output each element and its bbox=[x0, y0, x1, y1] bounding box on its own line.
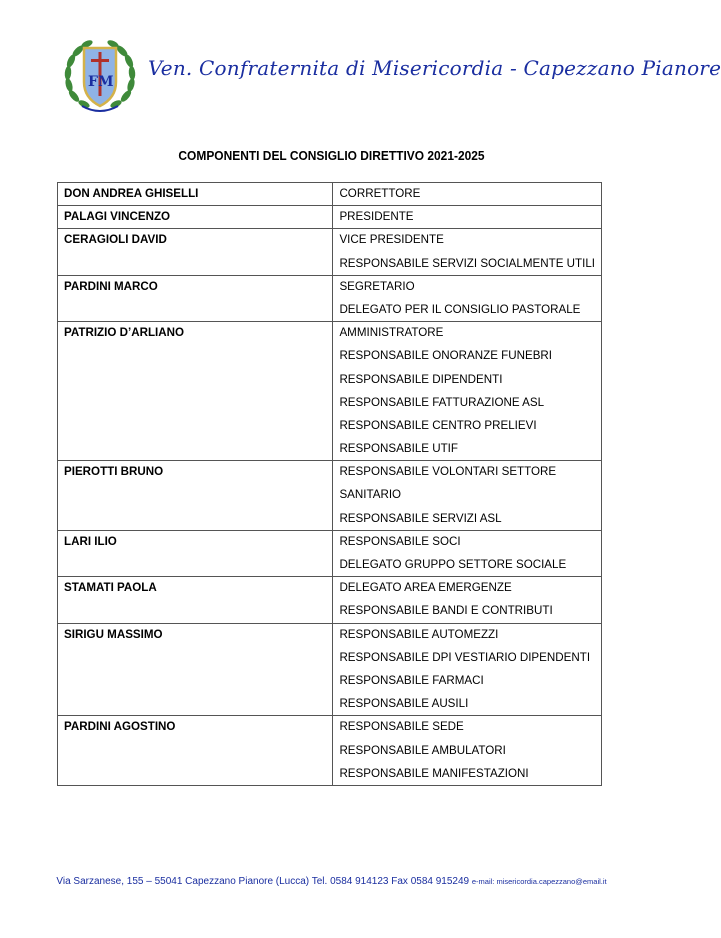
role-item: SANITARIO bbox=[339, 488, 402, 502]
council-table bbox=[57, 182, 602, 786]
footer-email: e-mail: misericordia.capezzano@email.it bbox=[471, 877, 607, 886]
footer-address: Via Sarzanese, 155 – 55041 Capezzano Pianore (Lucca) Tel. 0584 914123 Fax 0584 915249 bbox=[56, 876, 470, 887]
role-item: RESPONSABILE SERVIZI ASL bbox=[339, 511, 502, 525]
role-item: RESPONSABILE DIPENDENTI bbox=[339, 372, 503, 386]
table-row bbox=[58, 183, 602, 206]
member-roles bbox=[333, 206, 602, 229]
member-roles bbox=[333, 530, 602, 576]
role-item: PRESIDENTE bbox=[339, 210, 414, 224]
misericordia-emblem bbox=[60, 36, 140, 116]
role-item: DELEGATO AREA EMERGENZE bbox=[339, 581, 512, 595]
member-roles bbox=[333, 716, 602, 786]
table-row bbox=[58, 461, 602, 531]
member-roles bbox=[333, 275, 602, 321]
table-row bbox=[58, 530, 602, 576]
role-item: RESPONSABILE SEDE bbox=[339, 720, 464, 734]
member-roles bbox=[333, 623, 602, 716]
document-title: COMPONENTI DEL CONSIGLIO DIRETTIVO 2021-2025 bbox=[178, 148, 485, 163]
member-name: STAMATI PAOLA bbox=[58, 577, 333, 623]
table-row bbox=[58, 275, 602, 321]
member-name: PATRIZIO D’ARLIANO bbox=[58, 322, 333, 461]
member-roles bbox=[333, 229, 602, 275]
role-item: DELEGATO GRUPPO SETTORE SOCIALE bbox=[339, 558, 567, 571]
member-name: PARDINI MARCO bbox=[58, 275, 333, 321]
role-item: RESPONSABILE AUSILI bbox=[339, 697, 469, 711]
emblem-initials: FM bbox=[88, 74, 114, 90]
role-item: VICE PRESIDENTE bbox=[339, 233, 444, 247]
organization-name: Ven. Confraternita di Misericordia - Capezzano Pianore bbox=[148, 56, 721, 80]
member-name: PARDINI AGOSTINO bbox=[58, 716, 333, 786]
table-row bbox=[58, 229, 602, 275]
member-roles bbox=[333, 461, 602, 531]
role-item: RESPONSABILE AUTOMEZZI bbox=[339, 627, 499, 641]
role-item: RESPONSABILE VOLONTARI SETTORE bbox=[339, 465, 557, 479]
member-name: CERAGIOLI DAVID bbox=[58, 229, 333, 275]
letterhead bbox=[60, 36, 721, 116]
role-item: RESPONSABILE MANIFESTAZIONI bbox=[339, 766, 529, 780]
member-roles bbox=[333, 322, 602, 461]
role-item: RESPONSABILE ONORANZE FUNEBRI bbox=[339, 349, 553, 363]
member-name: PIEROTTI BRUNO bbox=[58, 461, 333, 531]
role-item: RESPONSABILE BANDI E CONTRIBUTI bbox=[339, 604, 553, 618]
role-item: AMMINISTRATORE bbox=[339, 326, 444, 340]
role-item: RESPONSABILE SERVIZI SOCIALMENTE UTILI bbox=[339, 256, 595, 270]
member-roles bbox=[333, 183, 602, 206]
role-item: RESPONSABILE SOCI bbox=[339, 534, 461, 548]
role-item: RESPONSABILE UTIF bbox=[339, 442, 458, 456]
role-item: SEGRETARIO bbox=[339, 279, 415, 293]
role-item: RESPONSABILE FATTURAZIONE ASL bbox=[339, 395, 545, 409]
table-row bbox=[58, 716, 602, 786]
table-row bbox=[58, 322, 602, 461]
role-item: RESPONSABILE DPI VESTIARIO DIPENDENTI bbox=[339, 650, 591, 664]
member-roles bbox=[333, 577, 602, 623]
role-item: CORRETTORE bbox=[339, 187, 421, 200]
role-item: DELEGATO PER IL CONSIGLIO PASTORALE bbox=[339, 302, 581, 316]
member-name: SIRIGU MASSIMO bbox=[58, 623, 333, 716]
role-item: RESPONSABILE FARMACI bbox=[339, 673, 484, 687]
member-name: LARI ILIO bbox=[58, 530, 333, 576]
table-row bbox=[58, 206, 602, 229]
member-name: DON ANDREA GHISELLI bbox=[58, 183, 333, 206]
table-row bbox=[58, 577, 602, 623]
member-name: PALAGI VINCENZO bbox=[58, 206, 333, 229]
table-row bbox=[58, 623, 602, 716]
role-item: RESPONSABILE AMBULATORI bbox=[339, 743, 506, 757]
footer-contact bbox=[0, 876, 663, 887]
role-item: RESPONSABILE CENTRO PRELIEVI bbox=[339, 418, 537, 432]
